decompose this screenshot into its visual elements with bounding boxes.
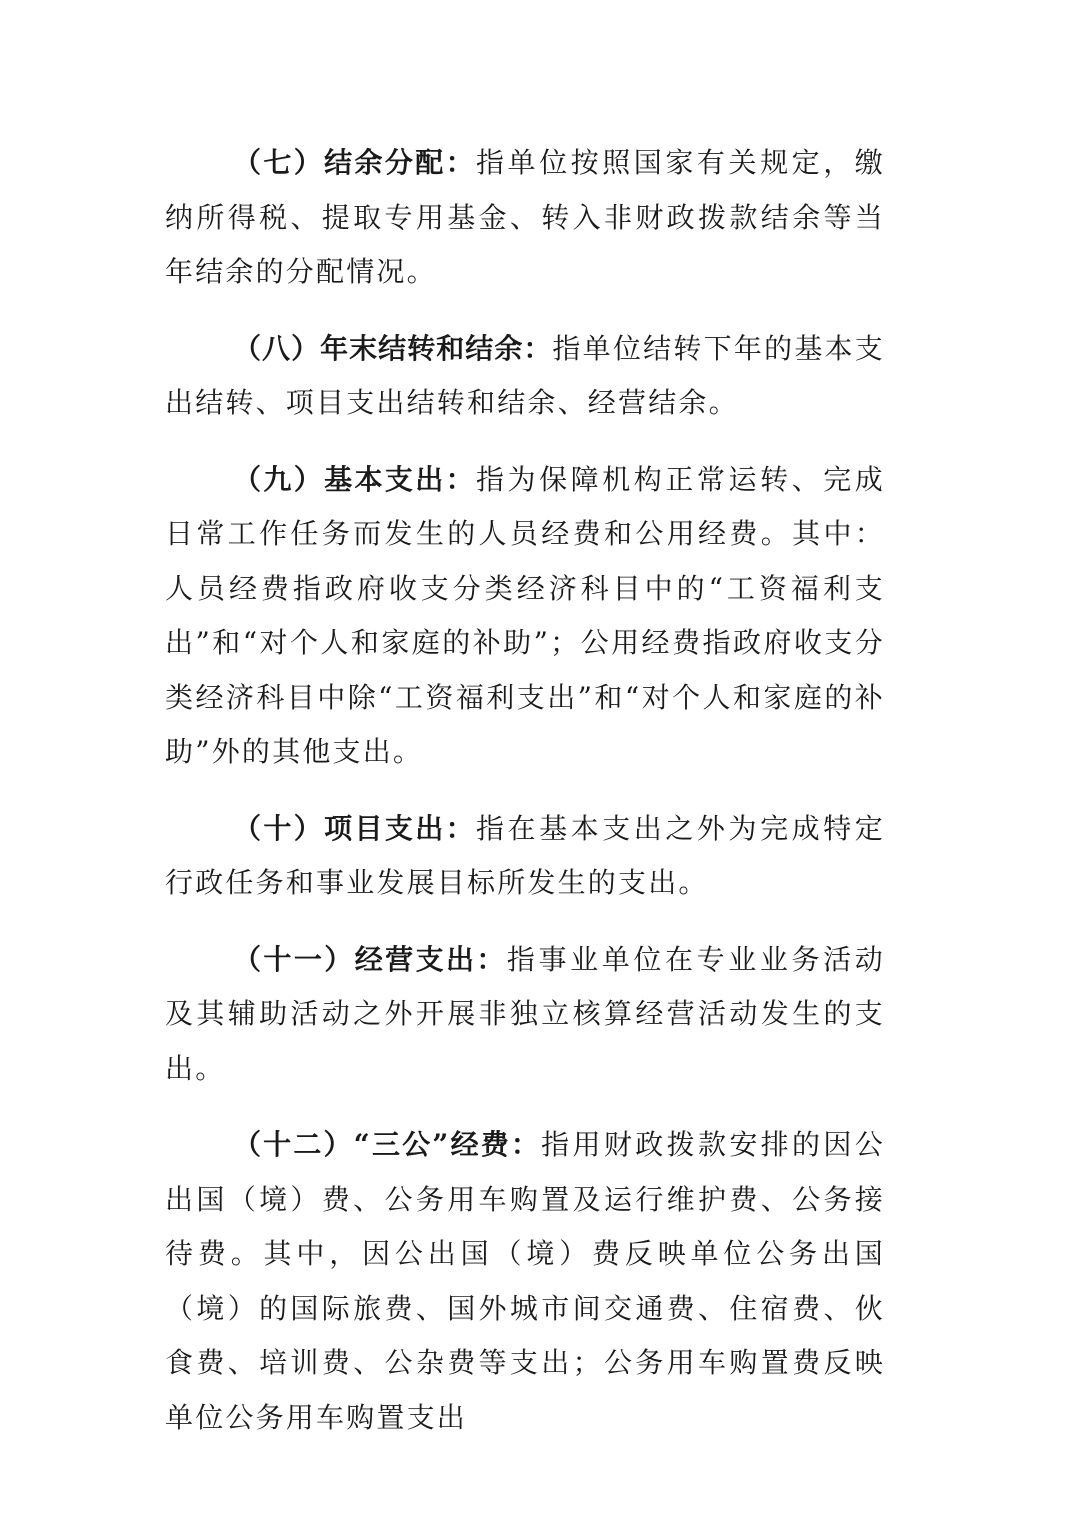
paragraph-surplus-distribution bbox=[165, 136, 885, 300]
definition-operating-expenditure: 指事业单位在专业业务活动及其辅助活动之外开展非独立核算经营活动发生的支出。 bbox=[165, 942, 885, 1085]
paragraph-basic-expenditure bbox=[165, 453, 885, 780]
definition-surplus-distribution: 指单位按照国家有关规定，缴纳所得税、提取专用基金、转入非财政拨款结余等当年结余的分配情况。 bbox=[165, 146, 885, 288]
definition-year-end-carryover: 指单位结转下年的基本支出结转、项目支出结转和结余、经营结余。 bbox=[165, 331, 885, 419]
paragraph-operating-expenditure bbox=[165, 933, 885, 1097]
definition-project-expenditure: 指在基本支出之外为完成特定行政任务和事业发展目标所发生的支出。 bbox=[165, 811, 885, 899]
term-basic-expenditure: （九）基本支出： bbox=[233, 462, 476, 496]
term-project-expenditure: （十）项目支出： bbox=[233, 811, 476, 845]
term-operating-expenditure: （十一）经营支出： bbox=[233, 942, 507, 976]
paragraph-project-expenditure bbox=[165, 802, 885, 911]
paragraph-three-public-expenses bbox=[165, 1118, 885, 1445]
term-year-end-carryover: （八）年末结转和结余： bbox=[233, 331, 553, 365]
definition-basic-expenditure: 指为保障机构正常运转、完成日常工作任务而发生的人员经费和公用经费。其中：人员经费指政府收支分类经济科目中的“工资福利支出”和“对个人和家庭的补助”；公用经费指政府收支分类经济科目中除“工资福利支出”和“对个人和家庭的补助”外的其他支出。 bbox=[165, 462, 885, 768]
paragraph-year-end-carryover bbox=[165, 322, 885, 431]
definition-three-public-expenses: 指用财政拨款安排的因公出国（境）费、公务用车购置及运行维护费、公务接待费。其中，因公出国（境）费反映单位公务出国（境）的国际旅费、国外城市间交通费、住宿费、伙食费、培训费、公杂费等支出；公务用车购置费反映单位公务用车购置支出 bbox=[165, 1128, 885, 1434]
term-three-public-expenses: （十二）“三公”经费： bbox=[233, 1128, 542, 1161]
document-page bbox=[165, 136, 885, 1467]
term-surplus-distribution: （七）结余分配： bbox=[233, 146, 476, 179]
